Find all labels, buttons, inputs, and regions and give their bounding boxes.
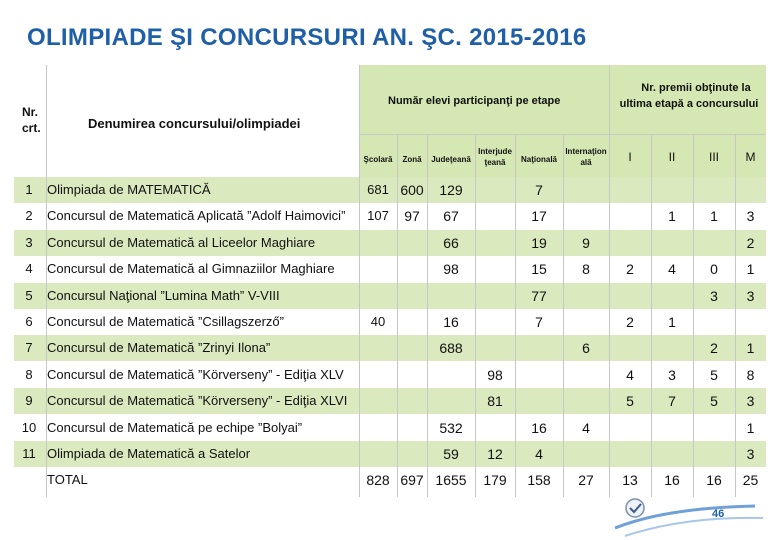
total-judeteana: 1655 — [435, 472, 467, 489]
cell-zona: 600 — [400, 182, 424, 198]
cell-interjudeteana — [475, 177, 515, 203]
cell-m — [735, 177, 766, 203]
total-interjudeteana: 179 — [483, 472, 507, 489]
cell-zona — [397, 441, 427, 467]
row-number: 5 — [25, 287, 33, 303]
cell-p1 — [609, 335, 651, 361]
grid-line — [735, 135, 736, 497]
header-participants: Număr elevi participanţi pe etape — [388, 95, 561, 107]
cell-interjudeteana: 12 — [487, 446, 503, 462]
cell-p2 — [651, 283, 693, 309]
cell-p1 — [609, 203, 651, 229]
table-row — [14, 177, 766, 203]
cell-interjudeteana: 81 — [487, 393, 503, 410]
table-row — [14, 441, 766, 467]
cell-p3 — [693, 441, 735, 467]
cell-p2: 1 — [668, 208, 676, 225]
table-row — [14, 230, 766, 256]
header-prizes-line2: ultima etapă a concursului — [619, 98, 759, 110]
cell-judeteana — [427, 283, 475, 309]
table-row — [14, 388, 766, 414]
cell-zona — [397, 335, 427, 361]
row-number: 4 — [25, 261, 33, 277]
cell-interjudeteana — [475, 415, 515, 441]
cell-judeteana — [427, 362, 475, 388]
cell-p3: 2 — [710, 340, 718, 357]
row-competition-name: Concursul de Matematică ”Csillagszerző” — [47, 314, 284, 329]
row-competition-name: Concursul de Matematică al Liceelor Maghiare — [47, 234, 316, 250]
table-row — [14, 415, 766, 441]
row-number: 3 — [25, 234, 33, 250]
cell-nationala: 15 — [531, 261, 547, 278]
cell-judeteana: 532 — [439, 419, 463, 436]
cell-scolara: 107 — [367, 208, 389, 224]
cell-nationala: 7 — [535, 314, 543, 330]
cell-m: 3 — [746, 287, 755, 304]
header-stage-scolara: Şcolară — [363, 155, 393, 164]
cell-nationala — [515, 362, 563, 388]
cell-m: 8 — [746, 366, 755, 383]
cell-zona — [397, 415, 427, 441]
cell-scolara — [359, 441, 397, 467]
total-nationala: 158 — [527, 472, 551, 489]
cell-p1: 2 — [626, 261, 634, 278]
cell-judeteana: 66 — [443, 234, 459, 251]
row-number: 9 — [25, 393, 33, 409]
cell-zona — [397, 283, 427, 309]
header-stage-nationala: Naţională — [520, 155, 557, 164]
grid-line — [651, 135, 652, 497]
cell-nationala: 17 — [531, 208, 547, 225]
header-prize-1: I — [628, 150, 632, 164]
decorative-pencil-graphic — [605, 488, 765, 540]
cell-interjudeteana: 98 — [487, 366, 503, 383]
header-stage-zona: Zonă — [402, 155, 422, 164]
row-competition-name: Concursul de Matematică ”Zrinyi Ilona” — [47, 340, 271, 356]
cell-p1 — [609, 177, 651, 203]
grid-line — [427, 135, 428, 497]
total-p3: 16 — [706, 472, 722, 489]
table-row — [14, 309, 766, 335]
cell-p1: 4 — [626, 366, 634, 383]
header-nr: Nr. — [22, 105, 39, 119]
header-prize-m: M — [745, 150, 756, 164]
page-number: 46 — [712, 508, 725, 520]
cell-scolara — [359, 230, 397, 256]
cell-p2 — [651, 335, 693, 361]
cell-p2: 3 — [668, 366, 676, 383]
total-zona: 697 — [400, 472, 424, 489]
table-row — [14, 362, 766, 388]
cell-judeteana: 129 — [439, 182, 463, 198]
grid-line — [693, 135, 694, 497]
page-title: OLIMPIADE ŞI CONCURSURI AN. ŞC. 2015-2016 — [27, 24, 587, 51]
table-row — [14, 283, 766, 309]
cell-p1 — [609, 283, 651, 309]
cell-internationala — [563, 203, 609, 229]
total-internationala: 27 — [578, 472, 594, 489]
cell-internationala — [563, 309, 609, 335]
header-stage-interjudeteana-l2: ţeană — [484, 158, 506, 167]
cell-nationala: 77 — [531, 287, 547, 304]
cell-zona — [397, 362, 427, 388]
cell-internationala — [563, 388, 609, 414]
cell-p2 — [651, 441, 693, 467]
cell-zona — [397, 230, 427, 256]
grid-line — [515, 135, 516, 497]
cell-nationala: 4 — [535, 446, 543, 462]
cell-scolara — [359, 256, 397, 282]
cell-p1 — [609, 441, 651, 467]
grid-line — [359, 65, 360, 497]
cell-nationala: 19 — [531, 234, 547, 251]
cell-scolara — [359, 335, 397, 361]
cell-m: 3 — [746, 208, 755, 225]
grid-line — [46, 65, 47, 497]
cell-p1: 2 — [626, 314, 634, 330]
grid-line — [563, 135, 564, 497]
total-scolara: 828 — [366, 472, 390, 489]
cell-p3: 5 — [710, 366, 718, 383]
cell-p3 — [693, 230, 735, 256]
row-competition-name: Concursul Naţional ”Lumina Math” V-VIII — [47, 287, 280, 303]
cell-p2: 7 — [668, 393, 676, 410]
total-p1: 13 — [622, 472, 638, 489]
header-stage-interjudeteana-l1: Interjude — [478, 147, 512, 156]
header-name: Denumirea concursului/olimpiadei — [88, 116, 301, 131]
grid-line — [397, 135, 398, 497]
cell-scolara — [359, 283, 397, 309]
grid-line — [475, 135, 476, 497]
cell-scolara: 681 — [367, 182, 389, 197]
cell-p2: 1 — [668, 314, 676, 330]
row-number: 11 — [22, 446, 36, 461]
row-competition-name: Concursul de Matematică Aplicată ”Adolf Haimovici” — [47, 208, 346, 224]
cell-judeteana: 16 — [443, 314, 459, 330]
row-number: 1 — [25, 182, 33, 197]
grid-line — [609, 65, 610, 497]
cell-p2 — [651, 415, 693, 441]
row-number: 6 — [25, 314, 33, 329]
cell-m: 2 — [746, 234, 755, 251]
cell-judeteana: 67 — [443, 208, 459, 225]
cell-nationala: 16 — [531, 419, 547, 436]
cell-m: 1 — [746, 261, 755, 278]
header-prize-3: III — [708, 150, 719, 164]
cell-zona — [397, 388, 427, 414]
cell-p3 — [693, 177, 735, 203]
table-row — [14, 256, 766, 282]
cell-internationala — [563, 177, 609, 203]
cell-zona — [397, 309, 427, 335]
header-crt: crt. — [22, 121, 41, 135]
cell-interjudeteana — [475, 230, 515, 256]
cell-p1: 5 — [626, 393, 634, 410]
cell-judeteana: 59 — [443, 446, 459, 462]
cell-internationala: 9 — [582, 234, 590, 251]
cell-internationala — [563, 441, 609, 467]
table-row — [14, 203, 766, 229]
cell-p1 — [609, 415, 651, 441]
cell-p1 — [609, 230, 651, 256]
cell-p3: 3 — [710, 287, 718, 304]
cell-p2 — [651, 177, 693, 203]
table-row — [14, 335, 766, 361]
total-p2: 16 — [664, 472, 680, 489]
total-m: 25 — [742, 472, 759, 489]
row-number: 2 — [25, 208, 33, 224]
row-competition-name: Concursul de Matematică ”Körverseny” - Ediţia XLV — [47, 366, 344, 382]
header-subdivider — [359, 134, 766, 135]
cell-p3: 0 — [710, 261, 718, 278]
cell-nationala: 7 — [535, 182, 543, 198]
header-stage-judeteana: Judeţeană — [431, 155, 471, 164]
header-prize-2: II — [668, 150, 676, 164]
row-competition-name: Concursul de Matematică al Gimnaziilor Maghiare — [47, 261, 335, 277]
cell-nationala — [515, 335, 563, 361]
header-stage-internationala-l2: ală — [580, 158, 592, 167]
cell-scolara — [359, 362, 397, 388]
cell-p3: 5 — [710, 393, 718, 410]
cell-p2 — [651, 230, 693, 256]
cell-m: 3 — [746, 393, 755, 410]
cell-zona — [397, 256, 427, 282]
cell-judeteana — [427, 388, 475, 414]
cell-m: 1 — [746, 340, 755, 357]
header-stage-internationala-l1: Internaţion — [565, 147, 607, 156]
cell-m: 3 — [746, 446, 755, 462]
cell-interjudeteana — [475, 203, 515, 229]
cell-judeteana: 688 — [439, 340, 463, 357]
cell-p3 — [693, 309, 735, 335]
row-number: 8 — [25, 366, 33, 382]
row-number: 7 — [25, 340, 33, 356]
cell-interjudeteana — [475, 335, 515, 361]
cell-internationala — [563, 362, 609, 388]
cell-scolara — [359, 388, 397, 414]
cell-interjudeteana — [475, 283, 515, 309]
cell-p2: 4 — [668, 261, 676, 278]
cell-judeteana: 98 — [443, 261, 459, 278]
row-competition-name: Olimpiada de MATEMATICĂ — [47, 182, 211, 197]
cell-internationala: 8 — [582, 261, 590, 278]
total-label: TOTAL — [47, 472, 88, 488]
cell-nationala — [515, 388, 563, 414]
cell-scolara: 40 — [370, 314, 386, 329]
competitions-table — [14, 65, 766, 500]
row-competition-name: Concursul de Matematică pe echipe ”Bolyai” — [47, 419, 303, 435]
cell-interjudeteana — [475, 256, 515, 282]
cell-interjudeteana — [475, 309, 515, 335]
row-number: 10 — [21, 419, 37, 435]
row-competition-name: Concursul de Matematică ”Körverseny” - Ediţia XLVI — [47, 393, 348, 409]
cell-internationala: 6 — [582, 340, 590, 357]
cell-internationala — [563, 283, 609, 309]
cell-p3: 1 — [710, 208, 718, 225]
cell-scolara — [359, 415, 397, 441]
cell-m — [735, 309, 766, 335]
cell-internationala: 4 — [582, 419, 590, 436]
row-competition-name: Olimpiada de Matematică a Satelor — [47, 446, 251, 461]
cell-p3 — [693, 415, 735, 441]
cell-m: 1 — [746, 419, 755, 436]
header-prizes-line1: Nr. premii obţinute la — [641, 82, 751, 94]
cell-zona: 97 — [404, 208, 420, 225]
